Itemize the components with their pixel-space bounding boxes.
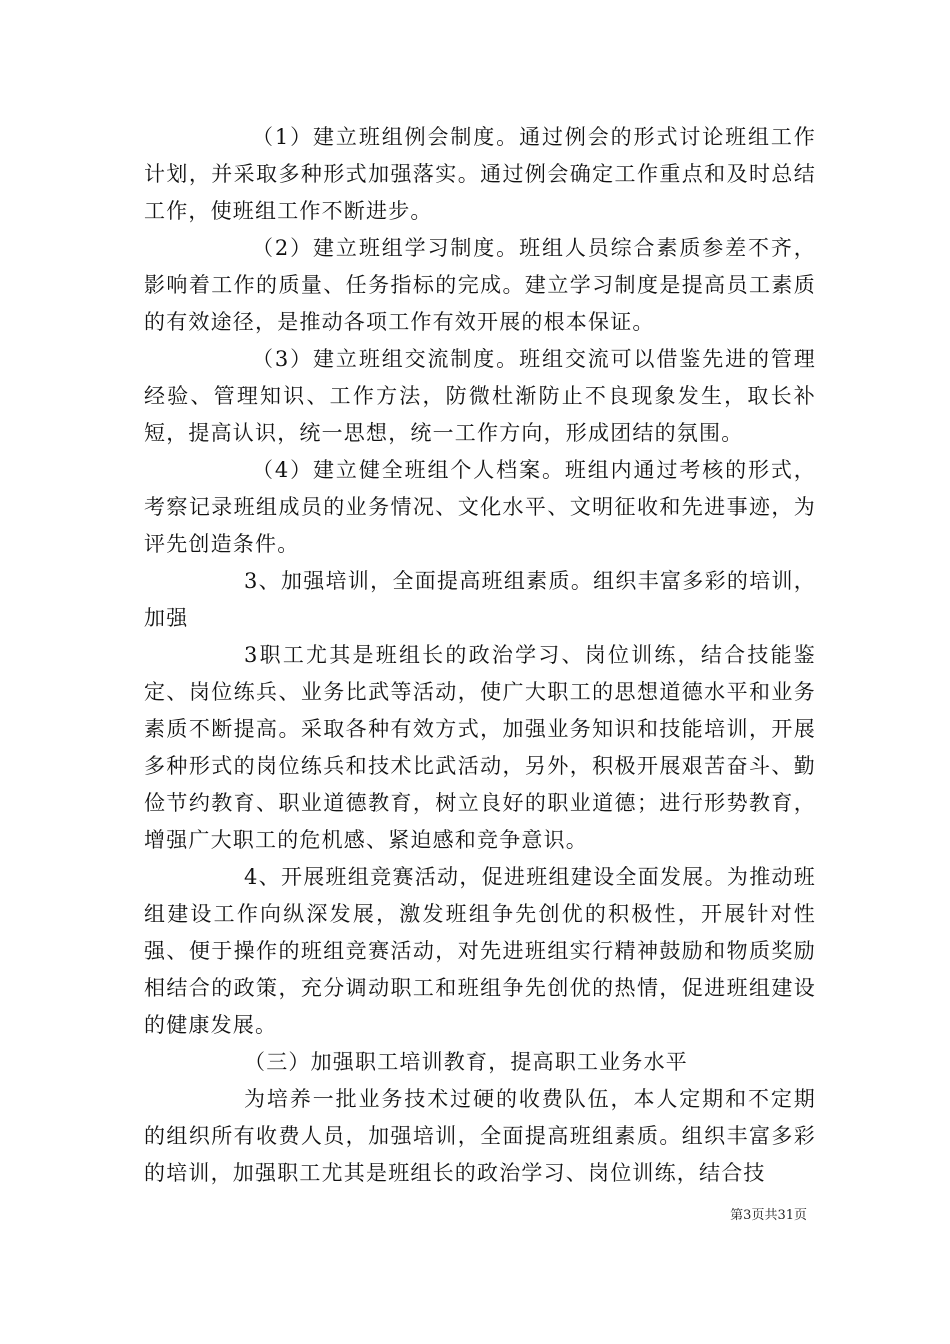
paragraph-training-heading: 3、加强培训，全面提高班组素质。组织丰富多彩的培训，加强 [144,569,816,630]
paragraph-toll-team-training: 为培养一批业务技术过硬的收费队伍，本人定期和不定期的组织所有收费人员，加强培训，全面提高班组素质。组织丰富多彩的培训，加强职工尤其是班组长的政治学习、岗位训练，结合技 [144,1087,816,1185]
paragraph-exchange-system: （3）建立班组交流制度。班组交流可以借鉴先进的管理经验、管理知识、工作方法，防微杜渐防止不良现象发生，取长补短，提高认识，统一思想，统一工作方向，形成团结的氛围。 [144,347,816,445]
paragraph-competition: 4、开展班组竞赛活动，促进班组建设全面发展。为推动班组建设工作向纵深发展，激发班组争先创优的积极性，开展针对性强、便于操作的班组竞赛活动，对先进班组实行精神鼓励和物质奖励相结合的政策，充分调动职工和班组争先创优的热情，促进班组建设的健康发展。 [144,865,816,1037]
page-number-footer: 第3页共31页 [730,1208,807,1223]
paragraph-personal-archive: （4）建立健全班组个人档案。班组内通过考核的形式，考察记录班组成员的业务情况、文化水平、文明征收和先进事迹，为评先创造条件。 [144,458,816,556]
paragraph-training-body: 3职工尤其是班组长的政治学习、岗位训练，结合技能鉴定、岗位练兵、业务比武等活动，使广大职工的思想道德水平和业务素质不断提高。采取各种有效方式，加强业务知识和技能培训，开展多种形式的岗位练兵和技术比武活动，另外，积极开展艰苦奋斗、勤俭节约教育、职业道德教育，树立良好的职业道德；进行形势教育，增强广大职工的危机感、紧迫感和竞争意识。 [144,643,816,852]
section-heading-staff-training: （三）加强职工培训教育，提高职工业务水平 [244,1050,688,1074]
paragraph-class-meeting: （1）建立班组例会制度。通过例会的形式讨论班组工作计划，并采取多种形式加强落实。通过例会确定工作重点和及时总结工作，使班组工作不断进步。 [144,125,816,223]
paragraph-study-system: （2）建立班组学习制度。班组人员综合素质参差不齐，影响着工作的质量、任务指标的完成。建立学习制度是提高员工素质的有效途径，是推动各项工作有效开展的根本保证。 [144,236,816,334]
document-body [144,119,816,1192]
